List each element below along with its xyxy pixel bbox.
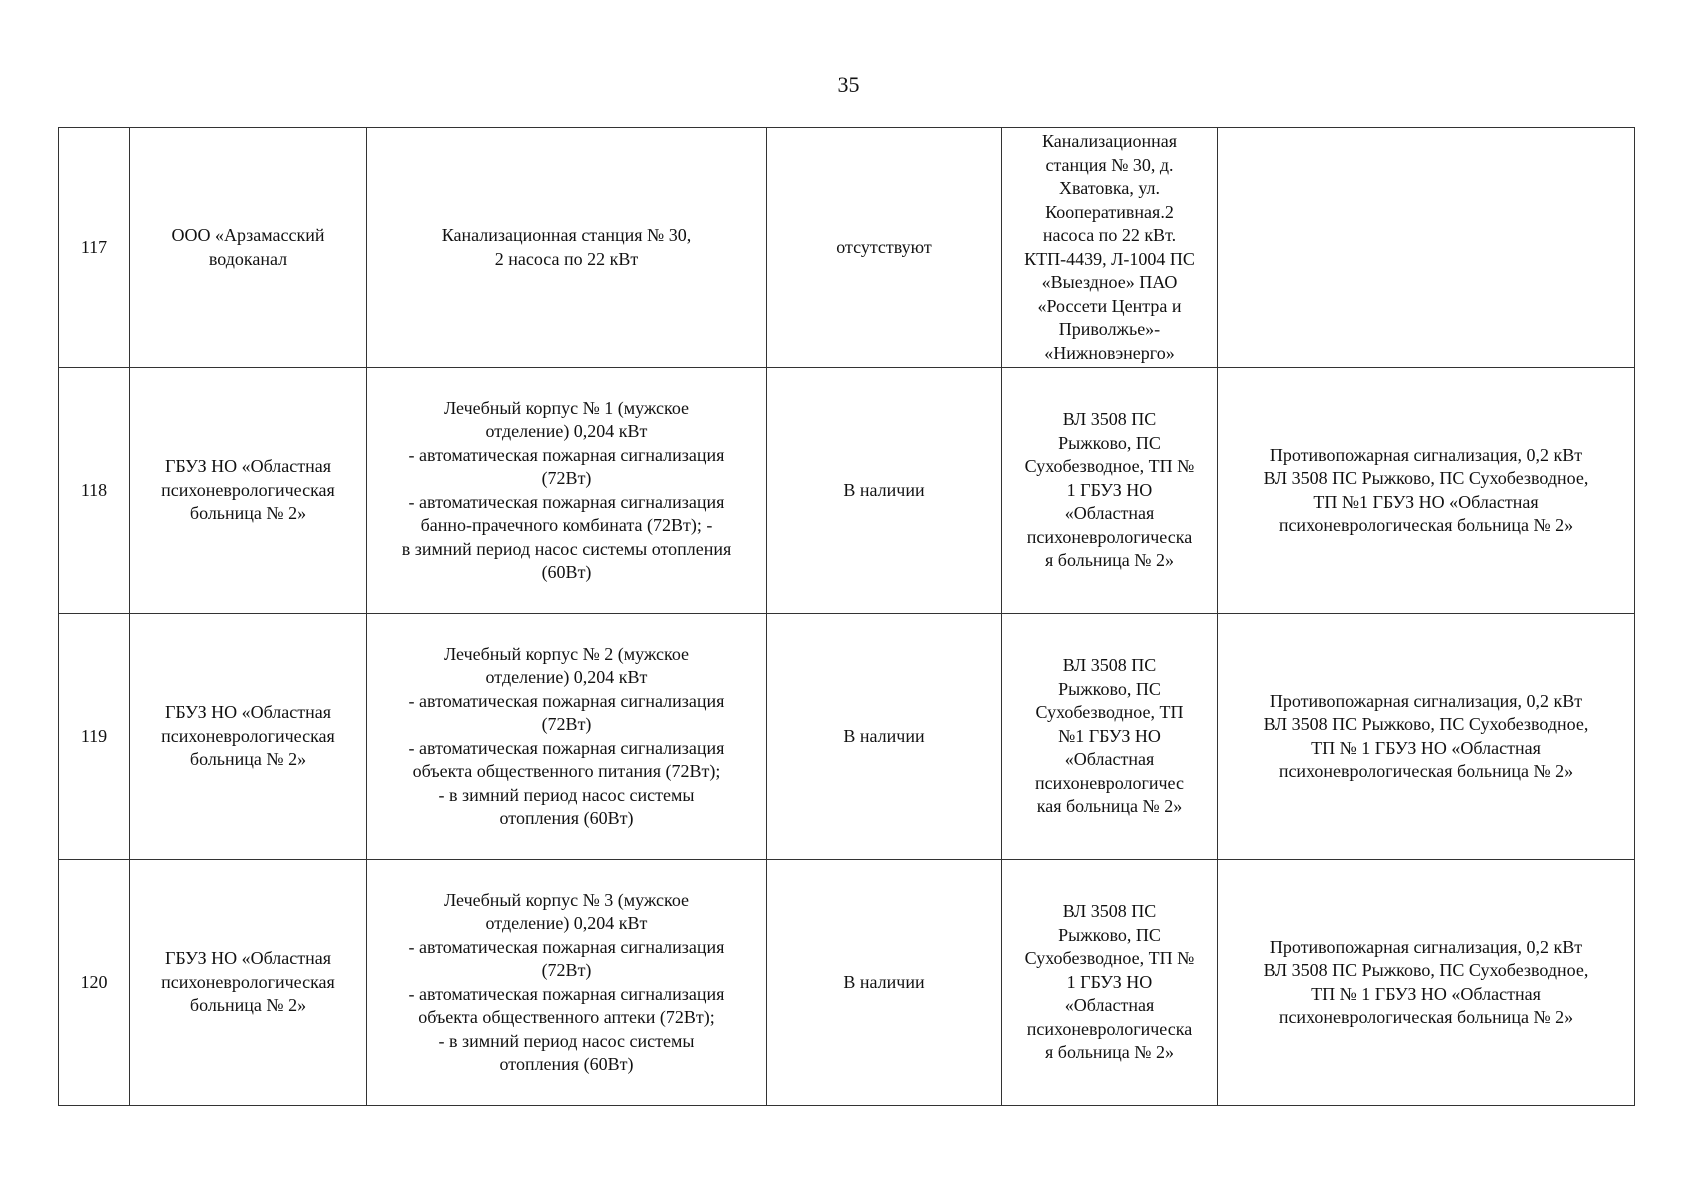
organization-cell: ГБУЗ НО «Областная психоневрологическая больница № 2» [130, 614, 367, 860]
availability-cell: В наличии [767, 614, 1002, 860]
row-number-cell: 117 [59, 128, 130, 368]
object-cell: Лечебный корпус № 1 (мужское отделение) 0,204 кВт - автоматическая пожарная сигнализация (72Вт) - автоматическая пожарная сигнализация банно-прачечного комбината (72Вт); - в зимний период насос системы отопления (60Вт) [367, 368, 767, 614]
power-source-cell: ВЛ 3508 ПС Рыжково, ПС Сухобезводное, ТП № 1 ГБУЗ НО «Областная психоневрологическа я больница № 2» [1002, 368, 1218, 614]
data-table [58, 127, 1635, 1106]
backup-cell [1218, 128, 1635, 368]
availability-cell: В наличии [767, 368, 1002, 614]
backup-cell: Противопожарная сигнализация, 0,2 кВт ВЛ 3508 ПС Рыжково, ПС Сухобезводное, ТП № 1 ГБУЗ НО «Областная психоневрологическая больница № 2» [1218, 860, 1635, 1106]
power-source-cell: ВЛ 3508 ПС Рыжково, ПС Сухобезводное, ТП № 1 ГБУЗ НО «Областная психоневрологическа я больница № 2» [1002, 860, 1218, 1106]
table-row [59, 128, 1635, 368]
power-source-cell: Канализационная станция № 30, д. Хватовка, ул. Кооперативная.2 насоса по 22 кВт. КТП-4439, Л-1004 ПС «Выездное» ПАО «Россети Центра и Приволжье»- «Нижновэнерго» [1002, 128, 1218, 368]
power-source-cell: ВЛ 3508 ПС Рыжково, ПС Сухобезводное, ТП №1 ГБУЗ НО «Областная психоневрологичес кая больница № 2» [1002, 614, 1218, 860]
organization-cell: ООО «Арзамасский водоканал [130, 128, 367, 368]
row-number-cell: 118 [59, 368, 130, 614]
object-cell: Лечебный корпус № 2 (мужское отделение) 0,204 кВт - автоматическая пожарная сигнализация (72Вт) - автоматическая пожарная сигнализация объекта общественного питания (72Вт); - в зимний период насос системы отопления (60Вт) [367, 614, 767, 860]
table-row [59, 614, 1635, 860]
availability-cell: отсутствуют [767, 128, 1002, 368]
organization-cell: ГБУЗ НО «Областная психоневрологическая больница № 2» [130, 368, 367, 614]
backup-cell: Противопожарная сигнализация, 0,2 кВт ВЛ 3508 ПС Рыжково, ПС Сухобезводное, ТП №1 ГБУЗ НО «Областная психоневрологическая больница № 2» [1218, 368, 1635, 614]
page-number: 35 [837, 72, 860, 97]
object-cell: Канализационная станция № 30, 2 насоса по 22 кВт [367, 128, 767, 368]
organization-cell: ГБУЗ НО «Областная психоневрологическая больница № 2» [130, 860, 367, 1106]
table-row [59, 860, 1635, 1106]
availability-cell: В наличии [767, 860, 1002, 1106]
object-cell: Лечебный корпус № 3 (мужское отделение) 0,204 кВт - автоматическая пожарная сигнализация (72Вт) - автоматическая пожарная сигнализация объекта общественного аптеки (72Вт); - в зимний период насос системы отопления (60Вт) [367, 860, 767, 1106]
row-number-cell: 119 [59, 614, 130, 860]
row-number-cell: 120 [59, 860, 130, 1106]
backup-cell: Противопожарная сигнализация, 0,2 кВт ВЛ 3508 ПС Рыжково, ПС Сухобезводное, ТП № 1 ГБУЗ НО «Областная психоневрологическая больница № 2» [1218, 614, 1635, 860]
table-row [59, 368, 1635, 614]
